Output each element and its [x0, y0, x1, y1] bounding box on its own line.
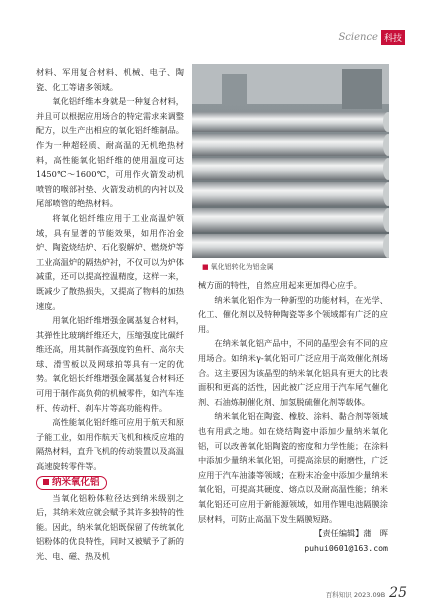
photo-illustration [192, 64, 389, 258]
section-label-en: Science [338, 32, 378, 43]
section-label-zh: 科技 [381, 30, 405, 45]
right-column [198, 278, 388, 555]
paragraph: 氧化铝纤维本身就是一种复合材料，并且可以根据应用场合的特定需求来调整配方，以生产出相应的氧化铝纤维制品。作为一种超轻质、耐高温的无机绝热材料，高性能氧化铝纤维的使用温度可达1450℃～1600℃，可用作火箭发动机喷管的喉部衬垫、火箭发动机的内衬以及尾部喷管的绝热材料。 [36, 96, 184, 209]
paragraph: 用氧化铝纤维增强金属基复合材料，其弹性比玻璃纤维还大，压缩强度比碳纤维还高，用其制作高强度钓鱼杆、高尔夫球、滑雪板以及网球拍等具有一定的优势。氧化铝长纤维增强金属基复合材料还可用于制作高负荷的机械零件，如汽车连杆、传动杆、刹车片等高功能构件。 [36, 315, 184, 413]
paragraph: 材料、军用复合材料、机械、电子、陶瓷、化工等诸多领域。 [36, 67, 184, 92]
page-footer [326, 585, 407, 601]
paragraph: 将氧化铝纤维应用于工业高温炉领域，具有显著的节能效果，如用作冶金炉、陶瓷烧结炉、石化裂解炉、燃烧炉等工业高温炉的隔热炉衬，不仅可以为炉体减重，还可以提高控温精度，这样一来，既减少了散热损失，又提高了物料的加热速度。 [36, 212, 184, 311]
paragraph: 纳米氧化铝作为一种新型的功能材料，在光学、化工、催化剂以及特种陶瓷等多个领域都有广泛的应用。 [198, 294, 388, 334]
caption-bullet-icon: ■ [202, 263, 209, 271]
page-number: 25 [389, 585, 407, 601]
section-heading-text: 纳米氧化铝 [52, 476, 100, 488]
left-column [36, 65, 184, 564]
section-heading [36, 476, 107, 490]
section-header [338, 30, 405, 45]
editor-credit: 【责任编辑】蒲 晖 [314, 528, 388, 539]
editor-email: puhui0601@163.com [304, 542, 388, 553]
aluminum-rods-photo [192, 64, 389, 258]
magazine-source: 百科知识 2023.09B [325, 591, 386, 599]
caption-text: 氧化铝转化为铝金属 [210, 263, 274, 271]
paragraph: 当氧化铝粉体粒径达到纳米级别之后，其纳米效应就会赋予其许多独特的性能。因此，纳米氧化铝既保留了传统氧化铝粉体的优良特性，同时又被赋予了新的光、电、磁、热及机 [36, 492, 184, 561]
section-marker-icon [43, 479, 49, 485]
photo-caption [202, 262, 274, 272]
paragraph: 纳米氧化铝在陶瓷、橡胶、涂料、黏合剂等领域也有用武之地。如在烧结陶瓷中添加少量纳米氧化铝，可以改善氧化铝陶瓷的密度和力学性能；在涂料中添加少量纳米氧化铝，可提高涂层的耐磨性，广泛应用于汽车油漆等领域；在粉末冶金中添加少量纳米氧化铝，可提高其硬度、熔点以及耐高温性能；纳米氧化铝还可应用于新能源领域，如用作锂电池隔膜涂层材料，可防止高温下发生隔膜短路。 [198, 411, 388, 524]
paragraph: 在纳米氧化铝产品中，不同的晶型会有不同的应用场合。如纳米γ-氧化铝可广泛应用于高效催化剂场合。这主要因为该晶型的纳米氧化铝具有更大的比表面积和更高的活性，因此被广泛应用于汽车尾气催化剂、石油炼制催化剂、加氢脱硫催化剂等载体。 [198, 338, 388, 407]
paragraph: 高性能氧化铝纤维可应用于航天和原子能工业，如用作航天飞机和核反应堆的隔热材料，直升飞机的传动装置以及高温高速旋转零件等。 [36, 417, 184, 472]
paragraph: 械方面的特性，自然应用起来更加得心应手。 [198, 280, 362, 290]
